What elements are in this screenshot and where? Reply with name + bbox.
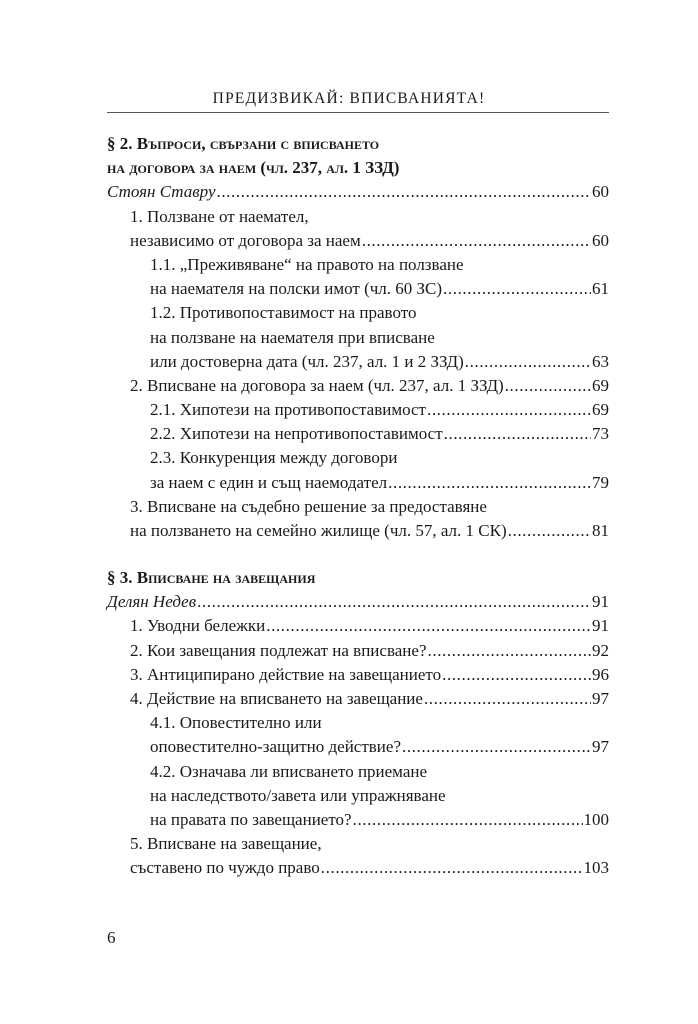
dot-leader (442, 663, 591, 687)
section-2-title-line-2: на договора за наем (чл. 237, ал. 1 ЗЗД) (107, 158, 400, 178)
page-ref: 97 (592, 737, 609, 757)
toc-entry-title: на наемателя на полски имот (чл. 60 ЗС) (150, 279, 443, 299)
section-2-title-line-1: § 2. Въпроси, свързани с вписването (107, 134, 380, 153)
section-2-entries (107, 205, 609, 544)
toc-entry-title: 2. Вписване на договора за наем (чл. 237, ал. 1 ЗЗД) (130, 375, 504, 395)
toc-entry-title: 2.1. Хипотези на противопоставимост (150, 400, 426, 420)
dot-leader (508, 519, 591, 543)
page-ref: 97 (592, 688, 609, 708)
dot-leader (428, 639, 592, 663)
dot-leader (427, 398, 591, 422)
toc-entry-title: 3. Антиципирано действие на завещанието (130, 664, 442, 684)
dot-leader (505, 374, 591, 398)
dot-leader (266, 614, 591, 638)
toc-entry (107, 374, 609, 398)
toc-entry (107, 663, 609, 687)
dot-leader (402, 735, 591, 759)
page-ref: 103 (583, 858, 609, 878)
toc-entry-title: 1. Уводни бележки (130, 616, 266, 636)
toc-entry-line: 1.1. „Преживяване“ на правото на ползване (150, 254, 464, 274)
dot-leader (444, 422, 591, 446)
page-ref: 79 (592, 472, 609, 492)
toc-entry (107, 519, 609, 543)
toc-entry (107, 422, 609, 446)
page-ref: 100 (583, 809, 609, 829)
toc-entry-line: 1. Ползване от наемател, (130, 206, 309, 226)
page-ref: 92 (592, 640, 609, 660)
dot-leader (362, 229, 591, 253)
toc-entry-line: 3. Вписване на съдебно решение за предоставяне (130, 496, 487, 516)
toc-entry-title: независимо от договора за наем (130, 230, 361, 250)
toc-entry-title: 2.2. Хипотези на непротивопоставимост (150, 424, 443, 444)
header-rule (107, 112, 609, 113)
toc-entry-title: 2. Кои завещания подлежат на вписване? (130, 640, 427, 660)
toc-entry (107, 687, 609, 711)
section-2-author-entry (107, 180, 609, 204)
page-ref: 60 (592, 182, 609, 202)
page-ref: 61 (592, 279, 609, 299)
toc-entry-title: на правата по завещанието? (150, 809, 352, 829)
toc-entry (107, 229, 609, 253)
page-ref: 69 (592, 375, 609, 395)
toc-entry-line: 5. Вписване на завещание, (130, 834, 322, 854)
toc-entry (107, 735, 609, 759)
page-ref: 69 (592, 400, 609, 420)
page-ref: 63 (592, 351, 609, 371)
dot-leader (443, 277, 591, 301)
toc-entry-line: 4.1. Оповестително или (150, 713, 322, 733)
toc-entry-title: 4. Действие на вписването на завещание (130, 688, 423, 708)
toc-entry-line: на наследството/завета или упражняване (150, 785, 446, 805)
section-3-title: § 3. Вписване на завещания (107, 568, 316, 587)
dot-leader (424, 687, 591, 711)
toc-entry-title: или достоверна дата (чл. 237, ал. 1 и 2 ЗЗД) (150, 351, 464, 371)
dot-leader (465, 350, 591, 374)
section-3-author-entry (107, 590, 609, 614)
toc-entry (107, 471, 609, 495)
section-3-entries (107, 614, 609, 880)
page-ref: 81 (592, 521, 609, 540)
toc-entry-line: 4.2. Означава ли вписването приемане (150, 761, 428, 781)
toc-entry (107, 808, 609, 832)
author-name: Делян Недев (107, 592, 197, 612)
toc-entry-line: на ползване на наемателя при вписване (150, 327, 435, 347)
dot-leader (321, 856, 583, 880)
toc-section-2 (107, 132, 609, 543)
toc-entry (107, 277, 609, 301)
toc-entry (107, 614, 609, 638)
dot-leader (353, 808, 583, 832)
page-ref: 91 (592, 616, 609, 636)
author-name: Стоян Ставру (107, 182, 216, 202)
page-ref: 60 (592, 230, 609, 250)
page-number: 6 (107, 928, 116, 947)
toc-entry (107, 856, 609, 880)
running-head: ПРЕДИЗВИКАЙ: ВПИСВАНИЯТА! (212, 90, 486, 107)
page-ref: 96 (592, 664, 609, 684)
dot-leader (388, 471, 591, 495)
dot-leader (216, 180, 591, 204)
toc-entry-title: на ползването на семейно жилище (чл. 57, ал. 1 СК) (130, 521, 507, 540)
toc-entry (107, 639, 609, 663)
page-ref: 73 (592, 424, 609, 444)
toc-entry-title: оповестително-защитно действие? (150, 737, 401, 757)
toc-entry-title: за наем с един и същ наемодател (150, 472, 388, 492)
dot-leader (197, 590, 591, 614)
toc-entry (107, 398, 609, 422)
toc-entry-title: съставено по чуждо право (130, 858, 320, 878)
toc-entry-line: 2.3. Конкуренция между договори (150, 448, 398, 468)
toc-entry-line: 1.2. Противопоставимост на правото (150, 303, 417, 323)
page-ref: 91 (592, 592, 609, 612)
toc-entry (107, 350, 609, 374)
toc-section-3 (107, 566, 609, 880)
